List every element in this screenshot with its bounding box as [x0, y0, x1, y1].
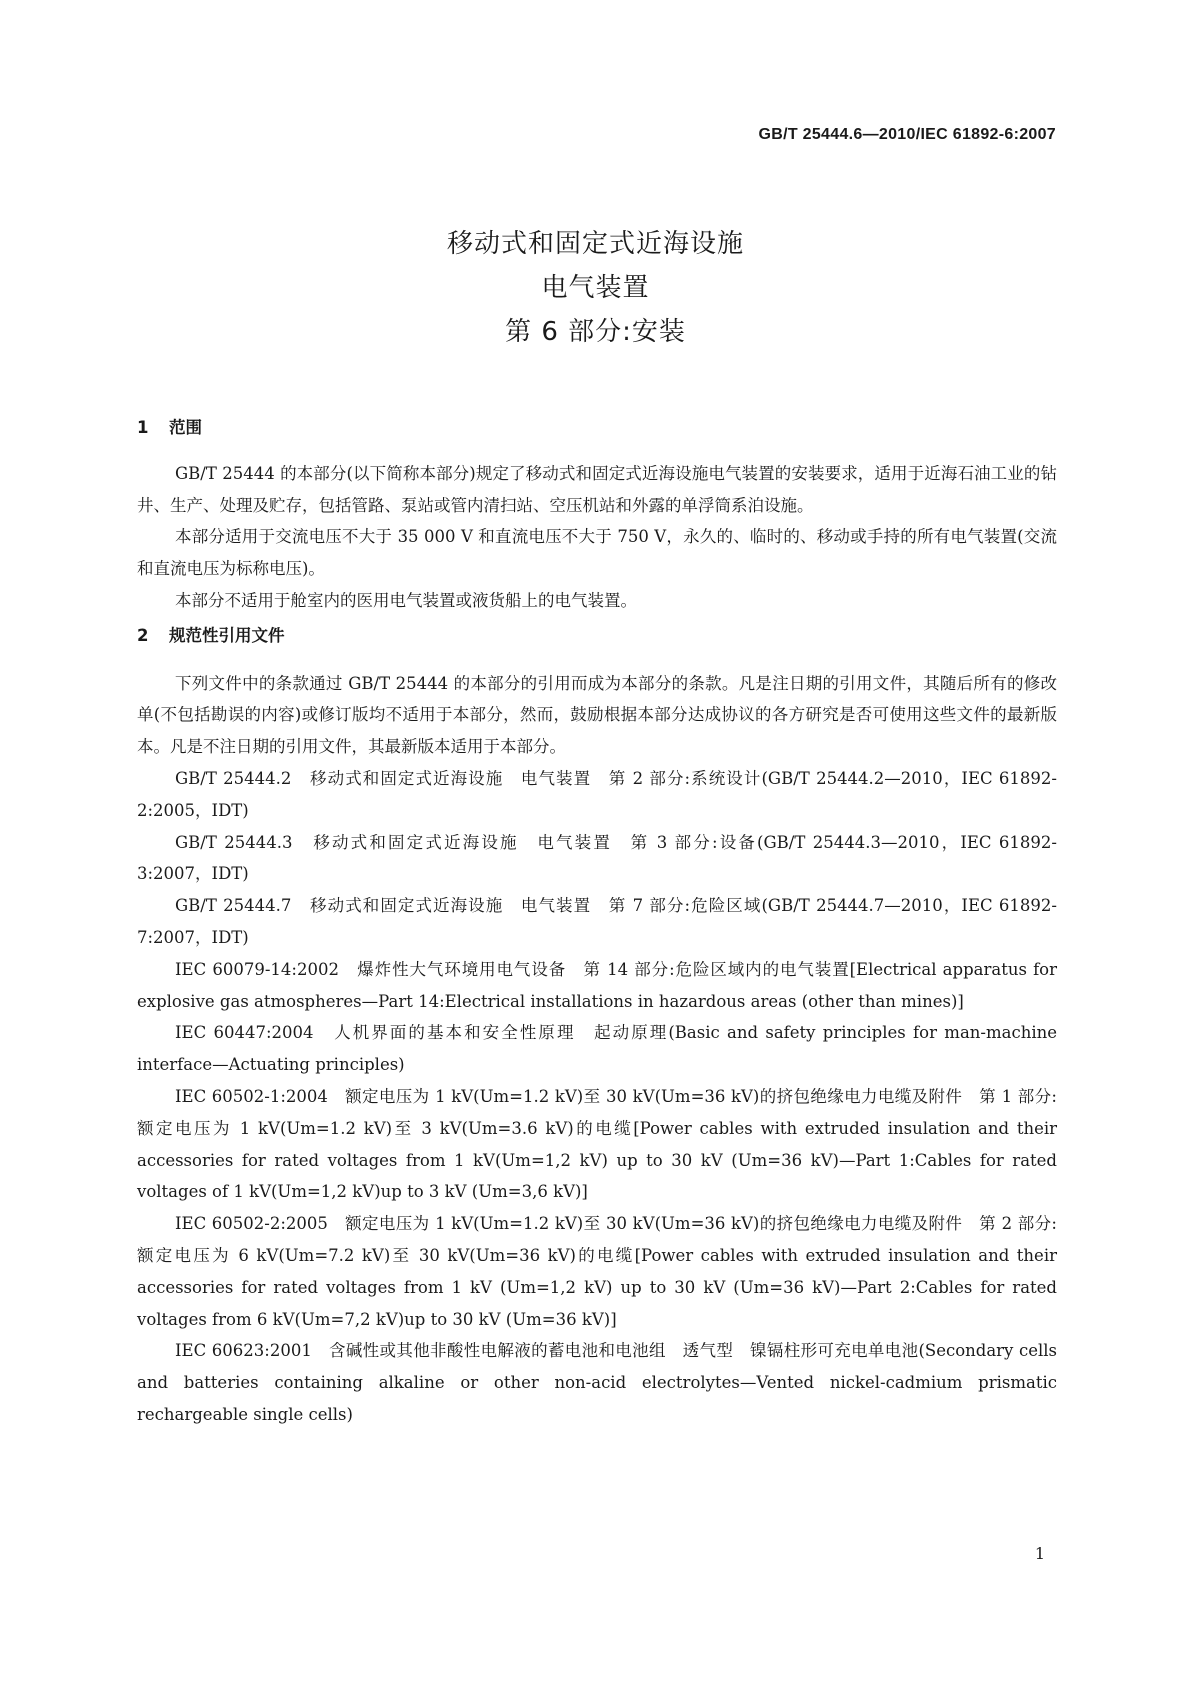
- document-title: [0, 222, 1191, 354]
- reference-entry: IEC 60502-1:2004 额定电压为 1 kV(Um=1.2 kV)至 30 kV(Um=36 kV)的挤包绝缘电力电缆及附件 第 1 部分:额定电压为 1 kV(Um=1.2 kV)至 3 kV(Um=3.6 kV)的电缆[Power cables with extruded insulation and their accessories for rated voltages from 1 kV(Um=1,2 kV) up to 30 kV (Um=36 kV)—Part 1:Cables for rated voltages of 1 kV(Um=1,2 kV)up to 3 kV (Um=3,6 kV)]: [137, 1086, 1057, 1202]
- reference-entry: GB/T 25444.7 移动式和固定式近海设施 电气装置 第 7 部分:危险区域(GB/T 25444.7—2010，IEC 61892-7:2007，IDT): [137, 896, 1057, 947]
- section-2-heading: [137, 620, 1057, 652]
- section-1-title: 范围: [169, 418, 202, 437]
- section-1-paragraph: 本部分不适用于舱室内的医用电气装置或液货船上的电气装置。: [175, 590, 637, 610]
- reference-entry: IEC 60502-2:2005 额定电压为 1 kV(Um=1.2 kV)至 30 kV(Um=36 kV)的挤包绝缘电力电缆及附件 第 2 部分:额定电压为 6 kV(Um=7.2 kV)至 30 kV(Um=36 kV)的电缆[Power cables with extruded insulation and their accessories for rated voltages from 1 kV (Um=1,2 kV) up to 30 kV (Um=36 kV)—Part 2:Cables for rated voltages from 6 kV(Um=7,2 kV)up to 30 kV (Um=36 kV)]: [137, 1214, 1057, 1329]
- title-line-3: 第 6 部分:安装: [505, 317, 686, 347]
- section-1-paragraph: 本部分适用于交流电压不大于 35 000 V 和直流电压不大于 750 V，永久的、临时的、移动或手持的所有电气装置(交流和直流电压为标称电压)。: [137, 527, 1057, 579]
- section-2-title: 规范性引用文件: [169, 625, 285, 645]
- page-number: 1: [1034, 1544, 1045, 1563]
- reference-entry: GB/T 25444.3 移动式和固定式近海设施 电气装置 第 3 部分:设备(GB/T 25444.3—2010，IEC 61892-3:2007，IDT): [137, 832, 1057, 884]
- reference-entry: IEC 60447:2004 人机界面的基本和安全性原理 起动原理(Basic and safety principles for man-machine interface—Actuating principles): [137, 1023, 1057, 1075]
- section-1-number: 1: [137, 418, 149, 437]
- reference-entry: IEC 60623:2001 含碱性或其他非酸性电解液的蓄电池和电池组 透气型 镍镉柱形可充电单电池(Secondary cells and batteries containing alkaline or other non-acid electrolytes—Vented nickel-cadmium prismatic rechargeable single cells): [137, 1341, 1057, 1424]
- reference-entry: IEC 60079-14:2002 爆炸性大气环境用电气设备 第 14 部分:危险区域内的电气装置[Electrical apparatus for explosive gas atmospheres—Part 14:Electrical installations in hazardous areas (other than mines)]: [137, 959, 1057, 1011]
- section-1-heading: [137, 412, 1057, 444]
- section-2-number: 2: [137, 625, 149, 645]
- section-1-paragraph: GB/T 25444 的本部分(以下简称本部分)规定了移动式和固定式近海设施电气装置的安装要求，适用于近海石油工业的钻井、生产、处理及贮存，包括管路、泵站或管内清扫站、空压机站和外露的单浮筒系泊设施。: [137, 463, 1057, 515]
- section-2-paragraph: 下列文件中的条款通过 GB/T 25444 的本部分的引用而成为本部分的条款。凡是注日期的引用文件，其随后所有的修改单(不包括勘误的内容)或修订版均不适用于本部分，然而，鼓励根据本部分达成协议的各方研究是否可使用这些文件的最新版本。凡是不注日期的引用文件，其最新版本适用于本部分。: [137, 673, 1057, 757]
- title-line-2: 电气装置: [541, 273, 650, 303]
- title-line-1: 移动式和固定式近海设施: [446, 229, 744, 259]
- reference-entry: GB/T 25444.2 移动式和固定式近海设施 电气装置 第 2 部分:系统设计(GB/T 25444.2—2010，IEC 61892-2:2005，IDT): [137, 768, 1057, 820]
- document-body: [137, 412, 1057, 1431]
- standard-code: GB/T 25444.6—2010/IEC 61892-6:2007: [758, 126, 1056, 143]
